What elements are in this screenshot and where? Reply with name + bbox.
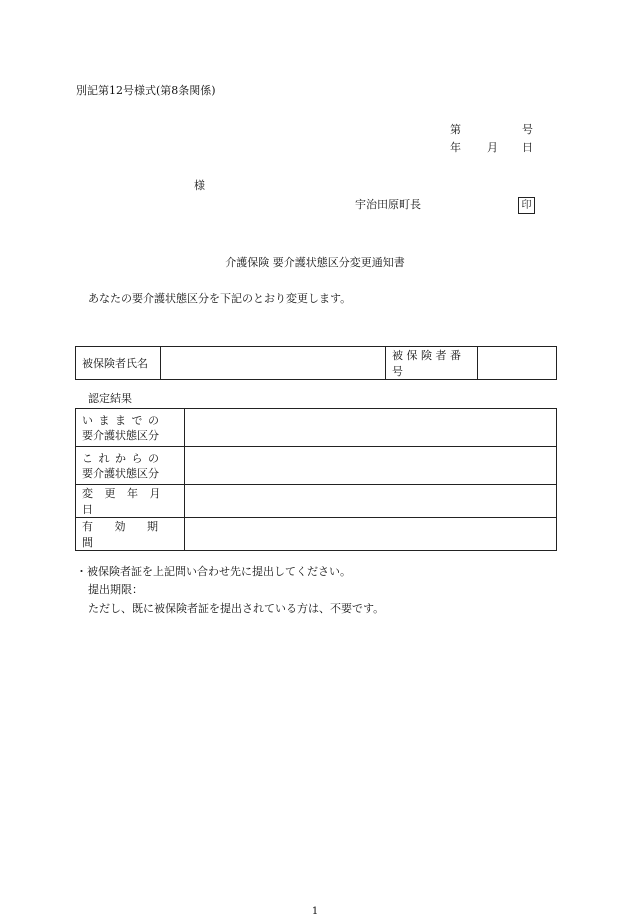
row-label-previous-level	[76, 409, 185, 447]
note-submit-card: ・被保険者証を上記問い合わせ先に提出してください。	[76, 565, 351, 578]
change-date-field[interactable]	[185, 485, 557, 518]
document-number-suffix: 号	[522, 123, 533, 136]
intro-text: あなたの要介護状態区分を下記のとおり変更します。	[88, 292, 352, 305]
sender-name: 宇治田原町長	[355, 198, 421, 211]
date-year-label: 年	[450, 141, 461, 154]
row-label-change-date: 変 更 年 月 日	[76, 485, 185, 518]
valid-period-field[interactable]	[185, 518, 557, 551]
insured-number-label: 被 保 険 者 番 号	[386, 347, 478, 380]
row-label-line1: こ れ か ら の	[82, 451, 160, 465]
table-row	[76, 518, 557, 551]
insured-name-label: 被保険者氏名	[76, 347, 161, 380]
note-proviso: ただし、既に被保険者証を提出されている方は、不要です。	[88, 602, 385, 615]
addressee-suffix: 様	[194, 179, 205, 192]
insured-name-field[interactable]	[161, 347, 386, 380]
document-title: 介護保険 要介護状態区分変更通知書	[225, 256, 405, 269]
row-label-new-level	[76, 447, 185, 485]
insured-person-table	[75, 346, 557, 380]
row-label-line2: 要介護状態区分	[82, 466, 159, 480]
date-month-label: 月	[487, 141, 498, 154]
insured-number-field[interactable]	[478, 347, 557, 380]
row-label-line1: い ま ま で の	[82, 413, 160, 427]
page-number: 1	[311, 906, 319, 917]
new-level-field[interactable]	[185, 447, 557, 485]
previous-level-field[interactable]	[185, 409, 557, 447]
note-deadline: 提出期限：	[88, 583, 143, 596]
table-row	[76, 409, 557, 447]
date-day-label: 日	[522, 141, 533, 154]
row-label-valid-period: 有 効 期 間	[76, 518, 185, 551]
seal-stamp: 印	[518, 197, 535, 214]
result-heading: 認定結果	[88, 392, 132, 405]
table-row	[76, 485, 557, 518]
form-reference: 別記第12号様式(第8条関係)	[76, 84, 216, 97]
certification-result-table	[75, 408, 557, 551]
table-row	[76, 447, 557, 485]
row-label-line2: 要介護状態区分	[82, 428, 159, 442]
document-number-prefix: 第	[450, 123, 461, 136]
